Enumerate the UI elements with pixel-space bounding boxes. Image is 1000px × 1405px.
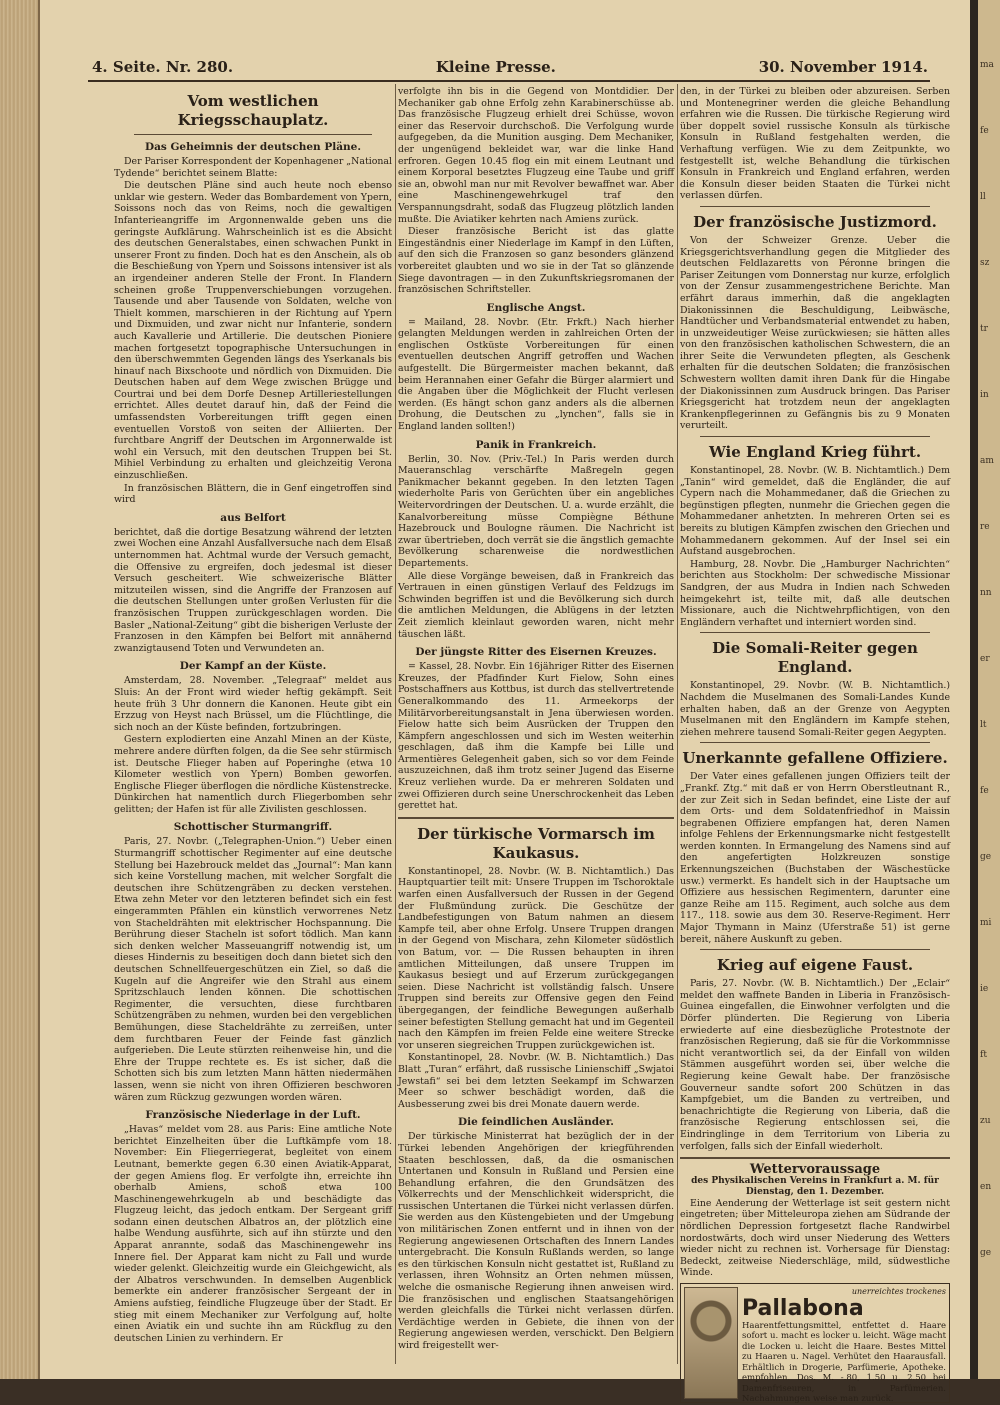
column-divider xyxy=(395,84,396,1364)
article-title: Wie England Krieg führt. xyxy=(708,443,922,462)
divider xyxy=(700,436,930,437)
article-title: Vom westlichen Kriegsschauplatz. xyxy=(177,92,329,129)
paragraph: Paris, 27. Novbr. (W. B. Nichtamtlich.) Der „Eclair“ meldet den waffnete Banden in Liberia in Französisch-Guinea eingefallen, die Einwohner verfolgten und die Dörfer plünderten. Die Regierung von Liberia erwiederte auf eine diesbezügliche Protestnote der französischen Regierung, daß sie für die Vorkommnisse nicht verantwortlich sei, da der Einfall von wilden Stämmen ausgeführt worden sei, über welche die Regierung keine Gewalt habe. Der französische Gouverneur sandte sofort 200 Schützen in das Kampfgebiet, um die Banden zu vertreiben, und benachrichtigte die Regierung von Liberia, daß die französische Regierung entschlossen sei, die Eindringlinge in dem Territorium von Liberia zu verfolgen, falls sich der Einfall wiederholt. xyxy=(680,978,950,1152)
edge-text-fragment: ge xyxy=(980,1248,992,1258)
edge-text-fragment: lt xyxy=(980,720,987,730)
section-heading: Der jüngste Ritter des Eisernen Kreuzes. xyxy=(415,646,657,659)
book-binding xyxy=(0,0,40,1379)
column-1 xyxy=(114,86,392,1366)
paragraph: Berlin, 30. Nov. (Priv.-Tel.) In Paris werden durch Maueranschlag verschärfte Maßregeln gegen Panikmacher bekannt gegeben. In den letzten Tagen wiederholte Paris von Gerüchten über ein angebliches Weitervordringen der Deutschen. U. a. wurde erzählt, die Kanalvorbereitung müsse Compiègne Béthune Hazebrouck und Boulogne räumen. Die Nachricht ist zwar übertrieben, doch verrät sie die ängstlich gemachte Bevölkerung scharenweise die nordwestlichen Departements. xyxy=(398,453,674,569)
paragraph: In französischen Blättern, die in Genf eingetroffen sind wird xyxy=(114,482,392,506)
edge-text-fragment: er xyxy=(980,654,990,664)
column-2 xyxy=(398,86,674,1366)
paragraph: Konstantinopel, 28. Novbr. (W. B. Nichtamtlich.) Das Blatt „Turan“ erfährt, daß russische Linienschiff „Swjatoi Jewstafi“ sei bei dem letzten Seekampf im Schwarzen Meer so schwer beschädigt worden, daß die Ausbesserung zwei bis drei Monate dauern werde. xyxy=(398,1052,674,1110)
divider xyxy=(700,206,930,207)
article-title: Der französische Justizmord. xyxy=(693,212,937,231)
article-title: Unerkannte gefallene Offiziere. xyxy=(682,749,948,768)
section-heading: Die feindlichen Ausländer. xyxy=(458,1116,614,1129)
adjacent-page-edge xyxy=(970,0,1000,1379)
woman-portrait-illustration xyxy=(684,1287,738,1399)
edge-text-fragment: sz xyxy=(980,258,990,268)
paragraph: berichtet, daß die dortige Besatzung während der letzten zwei Wochen eine Anzahl Ausfallversuche nach dem Elsaß unternommen hat. Achtmal wurde der Versuch gemacht, die Offensive zu ergreifen, doch jedesmal ist dieser Versuch gescheitert. Wie schweizerische Blätter mitzuteilen wissen, sind die Angriffe der Franzosen auf die deutschen Stellungen unter großen Verlusten für die französischen Truppen zurückgeschlagen worden. Die Basler „National-Zeitung“ gibt die bisherigen Verluste der Franzosen in den Kämpfen bei Belfort mit annähernd zwanzigtausend Toten und Verwundeten an. xyxy=(114,526,392,654)
paragraph: Hamburg, 28. Novbr. Die „Hamburger Nachrichten“ berichten aus Stockholm: Der schwedische Missionar Sandgren, der aus Mudra in Indien nach Schweden heimgekehrt ist, teilte mit, daß alle deutschen Missionare, auch die Nichtwehrpflichtigen, von den Engländern verhaftet und interniert worden sind. xyxy=(680,558,950,628)
paragraph: Der Pariser Korrespondent der Kopenhagener „National Tydende“ berichtet seinem Blatte: xyxy=(114,156,392,179)
paragraph: Konstantinopel, 28. Novbr. (W. B. Nichtamtlich.) Dem „Tanin“ wird gemeldet, daß die Engländer, die auf Cypern nach die Mohammedaner, daß die Griechen zu begünstigen pflegten, nunmehr die Griechen gegen die Mohammedaner anhetzten. In mehreren Orten sei es bereits zu blutigen Kämpfen zwischen den Griechen und Mohammedanern gekommen. Auf der Insel sei ein Aufstand ausgebrochen. xyxy=(680,465,950,558)
edge-text-fragment: fe xyxy=(980,786,989,796)
paragraph: Der türkische Ministerrat hat bezüglich der in der Türkei lebenden Angehörigen der kriegführenden Staaten beschlossen, daß, da die osmanischen Untertanen und Konsuln in Rußland und Persien eine Behandlung erfahren, die den Grundsätzen des Völkerrechts und der Menschlichkeit widerspricht, die russischen Untertanen die Türkei nicht verlassen dürfen. Sie werden aus den Küstengebieten und der Umgebung von militärischen Zonen entfernt und in ihnen von der Regierung angewiesenen Ortschaften des Innern Landes untergebracht. Die Konsuln Rußlands werden, so lange es den türkischen Konsuln nicht gestattet ist, Rußland zu verlassen, ihren Wohnsitz an Orten nehmen müssen, welche die osmanische Regierung ihnen anweisen wird. Die französischen und englischen Staatsangehörigen werden gleichfalls die Türkei nicht verlassen dürfen. Verdächtige werden in Gebiete, die ihnen von der Regierung angewiesen werden, verschickt. Den Belgiern wird freigestellt wer- xyxy=(398,1131,674,1351)
divider xyxy=(700,742,930,743)
paragraph: verfolgte ihn bis in die Gegend von Montdidier. Der Mechaniker gab ohne Erfolg zehn Karabinerschüsse ab. Das französische Flugzeug erhielt drei Schüsse, wovon einer das Reservoir durchschoß. Die Verfolgung wurde aufgegeben, da die Munition ausging. Dem Mechaniker, der ungenügend bekleidet war, war die linke Hand erfroren. Gegen 10.45 flog ein mit einem Leutnant und einem Korporal besetztes Flugzeug eine Taube und griff sie an, obwohl man nur mit Revolver bewaffnet war. Aber eine Maschinengewehrkugel traf den Verspannungsdraht, sodaß das Flugzeug plötzlich landen mußte. Die Aviatiker kehrten nach Amiens zurück. xyxy=(398,86,674,225)
paragraph: Gestern explodierten eine Anzahl Minen an der Küste, mehrere andere dürften folgen, da die See sehr stürmisch ist. Deutsche Flieger haben auf Poperinghe (etwa 10 Kilometer westlich von Ypern) Bomben geworfen. Englische Flieger überflogen die nördliche Küstenstrecke. Dünkirchen hat namentlich durch Fliegerbomben sehr gelitten; der Hafen ist für alle Zivilisten geschlossen. xyxy=(114,734,392,815)
section-heading: Englische Angst. xyxy=(486,301,586,314)
paragraph: Der Vater eines gefallenen jungen Offiziers teilt der „Frankf. Ztg.“ mit daß er von Herrn Oberstleutnant R., der zur Zeit sich in Sedan befindet, eine Liste der auf dem Orts- und dem Soldatenfriedhof in Maissin begrabenen Offiziere empfangen hat, deren Namen infolge Fehlens der Erkennungsmarke nicht festgestellt werden konnten. In Ermangelung des Namens sind auf den angefertigten Holzkreuzen sonstige Erkennungszeichen (Buchstaben der Wäschestücke usw.) vermerkt. Es handelt sich in der Hauptsache um Offiziere aus hessischen Regimentern, darunter eine ganze Reihe am 115. Regiment, auch solche aus dem 117., 118. sowie aus dem 30. Reserve-Regiment. Herr Major Thymann in Mainz (Uferstraße 51) ist gerne bereit, nähere Auskunft zu geben. xyxy=(680,771,950,945)
edge-text-fragment: mi xyxy=(980,918,992,928)
weather-forecast-subtitle: des Physikalischen Vereins in Frankfurt a. M. für Dienstag, den 1. Dezember. xyxy=(691,1175,939,1197)
divider xyxy=(700,632,930,633)
paragraph: Eine Aenderung der Wetterlage ist seit gestern nicht eingetreten; über Mitteleuropa ziehen am Südrande der nördlichen Depression fortgesetzt flache Randwirbel nordostwärts, doch wird unser Niederung des Wetters wieder nicht zu rechnen ist. Vorhersage für Dienstag: Bedeckt, zeitweise Niederschläge, mild, südwestliche Winde. xyxy=(680,1197,950,1279)
divider xyxy=(398,817,674,819)
column-3 xyxy=(680,86,950,1405)
edge-text-fragment: zu xyxy=(980,1116,991,1126)
section-heading: Der Kampf an der Küste. xyxy=(179,660,327,673)
paragraph: Von der Schweizer Grenze. Ueber die Kriegsgerichtsverhandlung gegen die Mitglieder des deutschen Feldlazaretts von Péronne bringen die Pariser Zeitungen vom Donnerstag nur kurze, erfolglich von der Zensur zusammengestrichene Berichte. Man erfährt daraus immerhin, daß die angeklagten Diakonissinnen die Beschuldigung, Leibwäsche, Handtücher und Verbandsmaterial entwendet zu haben, in unzweideutiger Weise zurückwiesen; sie hätten alles von den französischen katholischen Schwestern, die an ihrer Seite die Verwundeten pflegten, als Geschenk erhalten für die deutschen Soldaten; die französischen Schwestern wollten damit ihren Dank für die Hingabe der Diakonissinnen zum Ausdruck bringen. Das Pariser Kriegsgericht hat trotzdem neun der angeklagten Krankenpflegerinnen zu Gefängnis bis zu 9 Monaten verurteilt. xyxy=(680,234,950,432)
edge-text-fragment: in xyxy=(980,390,989,400)
edge-text-fragment: re xyxy=(980,522,990,532)
page-header xyxy=(92,58,928,80)
divider xyxy=(134,134,372,135)
paragraph: Alle diese Vorgänge beweisen, daß in Frankreich das Vertrauen in einen günstigen Verlauf des Feldzugs im Schwinden begriffen ist und die Bevölkerung sich durch die amtlichen Meldungen, die Ablügens in der letzten Zeit ziemlich kleinlaut geworden waren, nicht mehr täuschen läßt. xyxy=(398,570,674,640)
section-heading: aus Belfort xyxy=(220,511,286,524)
edge-text-fragment: ft xyxy=(980,1050,987,1060)
column-divider xyxy=(677,84,678,1364)
paragraph: Konstantinopel, 29. Novbr. (W. B. Nichtamtlich.) Nachdem die Muselmanen des Somali-Landes Kunde erhalten haben, daß an der Grenze von Aegypten Muselmanen mit den Engländern im Kampfe stehen, ziehen mehrere tausend Somali-Reiter gegen Aegypten. xyxy=(680,680,950,738)
edge-text-fragment: tr xyxy=(980,324,988,334)
paragraph: = Kassel, 28. Novbr. Ein 16jähriger Ritter des Eisernen Kreuzes, der Pfadfinder Kurt Fielow, Sohn eines Postschaffners aus Kottbus, ist durch das stellvertretende Generalkommando des 11. Armeekorps der Militärvorbereitungsanstalt in Jena überwiesen worden. Fielow hatte sich beim Ausrücken der Truppen den Kämpfern angeschlossen und sich im Westen weiterhin geschlagen, daß ihm die Kampfe bei Lille und Armentières Gelegenheit gaben, sich so vor dem Feinde auszuzeichnen, daß ihm trotz seiner Jugend das Eiserne Kreuz verliehen wurde. Da er mehreren Soldaten und zwei Offizieren durch seine Unerschrockenheit das Leben gerettet hat. xyxy=(398,661,674,812)
divider xyxy=(700,949,930,950)
paragraph: „Havas“ meldet vom 28. aus Paris: Eine amtliche Note berichtet Einzelheiten über die Luftkämpfe vom 18. November: Ein Fliegerriegerat, begleitet von einem Leutnant, bemerkte gegen 6.30 einen Aviatik-Apparat, der gegen Amiens flog. Er verfolgte ihn, erreichte ihn oberhalb Amiens, schoß etwa 100 Maschinengewehrkugeln ab und beschädigte das Flugzeug leicht, das jedoch entkam. Der Sergeant griff sodann einen deutschen Albatros an, der plötzlich eine halbe Wendung ausführte, sich auf ihn stürzte und den Apparat anrannte, sodaß das Maschinengewehr ins Innere fiel. Der Apparat kam nicht zu Fall und wurde wieder gelenkt. Gleichzeitig wurde ein Gleichgewicht, als der Albatros verschwunden. In demselben Augenblick bemerkte ein anderer französischer Sergeant der in Amiens aufstieg, feindliche Flugzeuge über der Stadt. Er stieg mit einem Mechaniker zur Verfolgung auf, holte einen Aviatik ein und suchte ihn am Rückflug zu den deutschen Linien zu verhindern. Er xyxy=(114,1124,392,1344)
paragraph: den, in der Türkei zu bleiben oder abzureisen. Serben und Montenegriner werden die gleiche Behandlung erfahren wie die Russen. Die türkische Regierung wird über doppelt soviel russische Konsuln als türkische Konsuln in Rußland festgehalten werden, die Verhaftung verfügen. Wie zu dem Zeitpunkte, wo festgestellt ist, welche Behandlung die türkischen Konsuln in Frankreich und England erfahren, werden die Konsuln dieser beiden Staaten die Türkei nicht verlassen dürfen. xyxy=(680,86,950,202)
weather-forecast-title: Wettervoraussage xyxy=(749,1162,881,1178)
edge-text-fragment: ge xyxy=(980,852,992,862)
ad-tagline: unerreichtes trockenes xyxy=(851,1286,946,1296)
advertisement xyxy=(680,1283,950,1403)
adjacent-page-strip xyxy=(978,0,1000,1379)
paragraph: Paris, 27. Novbr. („Telegraphen-Union.“) Ueber einen Sturmangriff schottischer Regimenter auf eine deutsche Stellung bei Hazebrouck meldet das „Journal“: Man kann sich keine Vorstellung machen, mit welcher Sorgfalt die deutschen ihre Schützengräben zu decken verstehen. Etwa zehn Meter vor den letzteren befindet sich ein fest eingerammten Pfählen ein künstlich verworrenes Netz von Stacheldrähten mit elektrischer Hochspannung. Die Berührung dieser Stacheln ist sofort tödlich. Man kann sich denken welcher Masseuangriff notwendig ist, um dieses Hindernis zu beseitigen doch dann bietet sich den deutschen Schnellfeuergeschützen ein Ziel, so daß die Kugeln auf die Angreifer wie den Strahl aus einem Spritzschlauch lenden können. Die schottischen Regimenter, die versuchten, diese furchtbaren Schützengräben zu nehmen, wurden bei den vergeblichen Bemühungen, diese Stacheldrähte zu zerreißen, unter dem furchtbaren Feuer der Feinde fast gänzlich aufgerieben. Die Leute stürzten reihenweise hin, und die Ehre der Truppe rechtete es. Es ist sicher, daß die Schotten sich bis zum letzten Mann hätten niedermähen lassen, wenn sie nicht von ihren Offizieren beschworen wären zum Rückzug gezwungen worden wären. xyxy=(114,836,392,1103)
article-title: Die Somali-Reiter gegen England. xyxy=(712,639,918,677)
paragraph: Konstantinopel, 28. Novbr. (W. B. Nichtamtlich.) Das Hauptquartier teilt mit: Unsere Truppen im Tschoroktale warfen einen Ausfallversuch der Russen in der Gegend der Flußmündung zurück. Die Geschütze der Landbefestigungen von Batum nahmen an diesem Kampfe teil, aber ohne Erfolg. Unsere Truppen drangen in der Gegend von Mischara, zehn Kilometer südöstlich von Batum, vor. — Die Russen behaupten in ihren amtlichen Mitteilungen, daß unsere Truppen im Kaukasus besiegt und auf Erzerum zurückgegangen seien. Diese Nachricht ist vollständig falsch. Unsere Truppen sind bereits zur Offensive gegen den Feind übergegangen, der feindliche Bewegungen außerhalb seiner befestigten Stellung gemacht hat und im Gegenteil nach den Kämpfen im freien Felde eine weitere Strecke vor unseren siegreichen Truppen zurückgewichen ist. xyxy=(398,865,674,1051)
edge-text-fragment: am xyxy=(980,456,994,466)
paragraph: Dieser französische Bericht ist das glatte Eingeständnis einer Niederlage im Kampf in den Lüften, auf den sich die Franzosen so ganz besonders glänzend vorbereitet glaubten und wo sie in der Tat so glänzende Siege davontragen — in den Zukunftskriegsromanen der französischen Schriftsteller. xyxy=(398,226,674,296)
article-title: Krieg auf eigene Faust. xyxy=(716,956,914,975)
divider xyxy=(680,1157,950,1159)
section-heading: Französische Niederlage in der Luft. xyxy=(145,1109,361,1122)
edge-text-fragment: en xyxy=(980,1182,992,1192)
edge-text-fragment: fe xyxy=(980,126,989,136)
ad-brand: Pallabona xyxy=(742,1295,864,1321)
edge-text-fragment: ll xyxy=(980,192,986,202)
newspaper-title: Kleine Presse. xyxy=(435,58,556,76)
section-heading: Schottischer Sturmangriff. xyxy=(173,821,333,834)
header-rule xyxy=(88,80,930,82)
paragraph: Amsterdam, 28. November. „Telegraaf“ meldet aus Sluis: An der Front wird wieder heftig gekämpft. Seit heute früh 3 Uhr donnern die Kanonen. Heute gibt ein Erzzug von Heyst nach Brüssel, um die Flüchtlinge, die sich noch an der Küste befinden, fortzubringen. xyxy=(114,675,392,733)
section-heading: Panik in Frankreich. xyxy=(475,438,597,451)
edge-text-fragment: ie xyxy=(980,984,989,994)
issue-date: 30. November 1914. xyxy=(758,58,928,76)
edge-text-fragment: nn xyxy=(980,588,992,598)
edge-text-fragment: ma xyxy=(980,60,994,70)
article-title: Der türkische Vormarsch im Kaukasus. xyxy=(417,824,655,862)
ad-text: Haarentfettungsmittel, entfettet d. Haare sofort u. macht es locker u. leicht. Wäge macht die Locken u. leicht die Haare. Bestes Mittel zu Haaren u. Nagel. Verhütet den Haarausfall. Erhältlich in Drogerie, Parfümerie, Apotheke. empfohlen. Dos. M. -.80, 1.50 u. 2.50 bei Damenfriseuren, in Parfümerien. Nachahmungen weise man zurück. xyxy=(742,1320,946,1405)
paragraph: Die deutschen Pläne sind auch heute noch ebenso unklar wie gestern. Weder das Bombardement von Ypern, Soissons noch das von Reims, noch die gewaltigen Infanterieangriffe im Argonnenwalde geben uns die geringste Aufklärung. Wahrscheinlich ist es die Absicht des deutschen Generalstabes, einen schwachen Punkt in unserer Front zu finden. Doch hat es den Anschein, als ob die Beschießung von Ypern und Soissons intensiver ist als an irgendeiner anderen Stelle der Front. In Flandern scheinen große Truppenverschiebungen vorzugehen. Tausende und aber Tausende von Soldaten, welche von Thielt kommen, marschieren in der Richtung auf Ypern und Dixmuiden, und zwar nicht nur Infanterie, sondern auch Kavallerie und Artillerie. Die deutschen Pioniere machen fortgesetzt topographische Untersuchungen in den überschwemmten Gegenden längs des Yserkanals bis hinauf nach Bixschoote und nördlich von Dixmuiden. Die Deutschen haben auf dem Wege zwischen Brügge und Courtrai und bei dem Dorfe Desnep Artilleriestellungen errichtet. Alles deutet darauf hin, daß der Feind die umfassendsten Vorbereitungen trifft gegen einen eventuellen Vorstoß von seiten der Alliierten. Der furchtbare Angriff der Deutschen im Argonnerwalde ist wohl ein Versuch, mit den deutschen Truppen bei St. Mihiel Verbindung zu erhalten und gleichzeitig Verona einzuschließen. xyxy=(114,180,392,482)
page-number: 4. Seite. Nr. 280. xyxy=(92,58,234,76)
section-heading: Das Geheimnis der deutschen Pläne. xyxy=(144,141,361,153)
paragraph: = Mailand, 28. Novbr. (Etr. Frkft.) Nach hierher gelangten Meldungen werden in zahlreichen Orten der englischen Ostküste Vorbereitungen für einen eventuellen deutschen Angriff getroffen und Wachen aufgestellt. Die Bürgermeister machen bekannt, daß beim Herannahen einer Gefahr die Bürger alarmiert und die Angaben über die Möglichkeit der Flucht verlesen werden. (Es hängt schon ganz anders als die albernen Drohung, die Deutschen zu „lynchen“, falls sie in England landen sollten!) xyxy=(398,316,674,433)
